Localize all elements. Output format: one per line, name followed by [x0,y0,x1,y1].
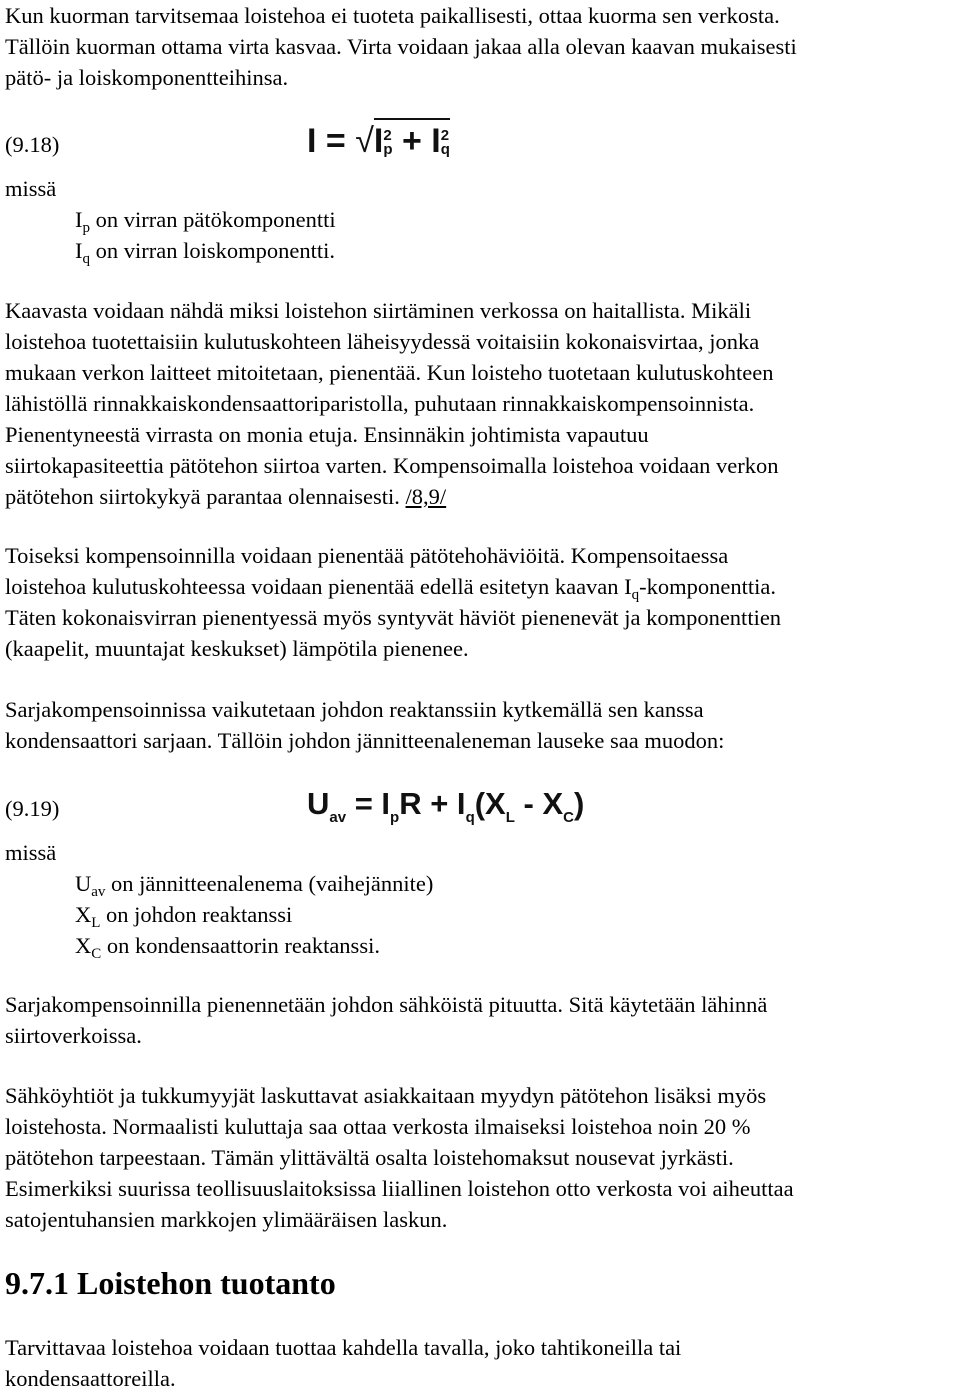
definition-uav: $U_{av}$ on jännitteenalenema (vaihejännite) [75,871,434,900]
paragraph-line: mukaan verkon laitteet mitoitetaan, pienentää. Kun loisteho tuotetaan kulutuskohteen [5,360,774,385]
paragraph-line: siirtoverkoissa. [5,1023,142,1048]
paragraph-line: Sarjakompensoinnissa vaikutetaan johdon reaktanssiin kytkemällä sen kanssa [5,697,704,722]
equation-voltage-drop: $U_{av} = I_pR + I_q(X_L - X_C)$ [307,786,585,826]
paragraph-line: pätötehon siirtokykyä parantaa olennaisesti. /8,9/ [5,484,447,509]
reference-link[interactable]: /8,9/ [405,484,447,509]
sqrt-radicand: I 2 p + I 2 q [374,118,450,160]
paragraph-line: pätö- ja loiskomponentteihinsa. [5,65,289,90]
sqrt-symbol: √ [355,122,374,160]
where-label: missä [5,840,57,865]
paragraph-line: Pienentyneestä virrasta on monia etuja. Ensinnäkin johtimista vapautuu [5,422,649,447]
paragraph-line: Tarvittavaa loistehoa voidaan tuottaa kahdella tavalla, joko tahtikoneilla tai [5,1335,682,1360]
equation-number: (9.18) [5,132,60,157]
where-label: missä [5,176,57,201]
paragraph-line: siirtokapasiteettia pätötehon siirtoa varten. Kompensoimalla loistehoa voidaan verkon [5,453,779,478]
paragraph-line: satojentuhansien markkojen ylimääräisen laskun. [5,1207,448,1232]
definition-iq: $I_q$ on virran loiskomponentti. [75,238,335,267]
paragraph-line: kondensaattoreilla. [5,1366,176,1391]
paragraph-line: loistehoa tuotettaisiin kulutuskohteen läheisyydessä voitaisiin kokonaisvirtaa, jonka [5,329,760,354]
paragraph-line: Tällöin kuorman ottama virta kasvaa. Virta voidaan jakaa alla olevan kaavan mukaisesti [5,34,797,59]
paragraph-line: Toiseksi kompensoinnilla voidaan pienentää pätötehohäviöitä. Kompensoitaessa [5,543,729,568]
paragraph-line: Kaavasta voidaan nähdä miksi loistehon siirtäminen verkossa on haitallista. Mikäli [5,298,752,323]
equation-current-magnitude [307,122,450,161]
section-heading: 9.7.1 Loistehon tuotanto [5,1265,336,1301]
equation-number: (9.19) [5,796,60,821]
paragraph-line: Esimerkiksi suurissa teollisuuslaitoksissa liiallinen loistehon otto verkosta voi aiheuttaa [5,1176,794,1201]
definition-xl: $X_L$ on johdon reaktanssi [75,902,293,931]
paragraph-line: pätötehon tarpeestaan. Tämän ylittävältä osalta loistehomaksut nousevat jyrkästi. [5,1145,734,1170]
paragraph-line: loistehoa kulutuskohteessa voidaan pienentää edellä esitetyn kaavan $I_q$-komponenttia. [5,574,777,603]
paragraph-line: (kaapelit, muuntajat keskukset) lämpötila pienenee. [5,636,469,661]
paragraph-line: Kun kuorman tarvitsemaa loistehoa ei tuoteta paikallisesti, ottaa kuorma sen verkosta. [5,3,780,28]
definition-ip: $I_p$ on virran pätökomponentti [75,207,336,236]
definition-xc: $X_C$ on kondensaattorin reaktanssi. [75,933,380,962]
eq-lhs: I [307,122,317,160]
paragraph-line: Sähköyhtiöt ja tukkumyyjät laskuttavat asiakkaitaan myydyn pätötehon lisäksi myös [5,1083,767,1108]
paragraph-line: lähistöllä rinnakkaiskondensaattoriparistolla, puhutaan rinnakkaiskompensoinnista. [5,391,755,416]
paragraph-line: loistehosta. Normaalisti kuluttaja saa ottaa verkosta ilmaiseksi loistehoa noin 20 % [5,1114,751,1139]
eq-equals: = [325,122,346,160]
paragraph-line: Täten kokonaisvirran pienentyessä myös syntyvät häviöt pienenevät ja komponenttien [5,605,782,630]
paragraph-line: Sarjakompensoinnilla pienennetään johdon sähköistä pituutta. Sitä käytetään lähinnä [5,992,768,1017]
paragraph-line: kondensaattori sarjaan. Tällöin johdon jännitteenaleneman lauseke saa muodon: [5,728,725,753]
